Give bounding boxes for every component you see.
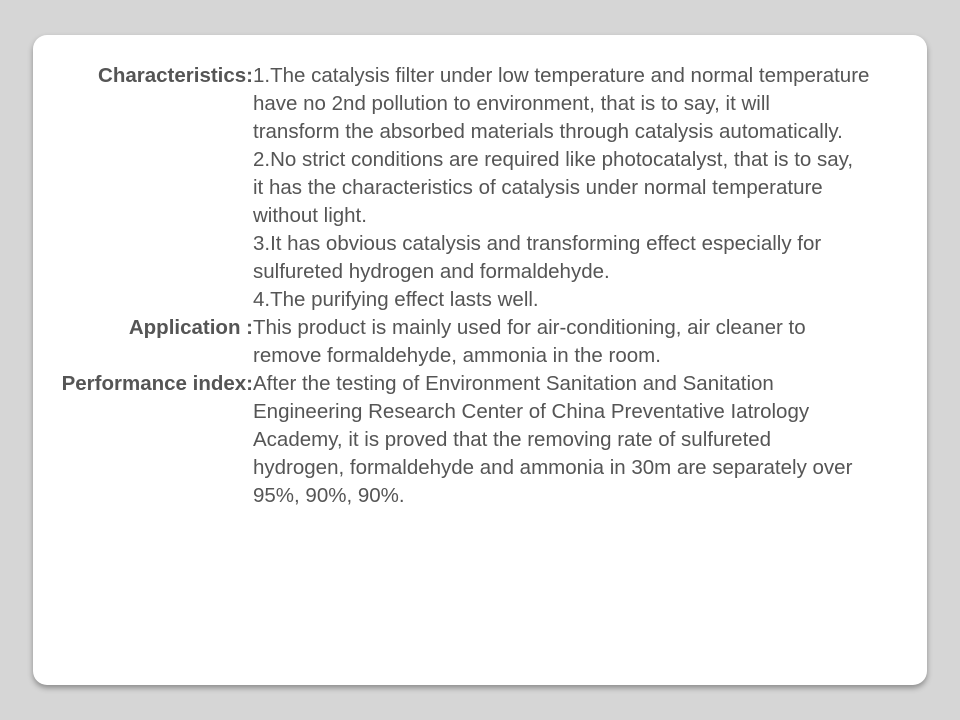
text-line: hydrogen, formaldehyde and ammonia in 30m are separately over bbox=[253, 456, 853, 479]
text-line: 3.It has obvious catalysis and transforming effect especially for bbox=[253, 232, 822, 255]
text-line: without light. bbox=[253, 204, 367, 227]
performance-index-label: Performance index: bbox=[61, 372, 253, 395]
characteristics-section bbox=[33, 62, 927, 314]
text-line: Engineering Research Center of China Preventative Iatrology bbox=[253, 400, 810, 423]
text-line: 2.No strict conditions are required like photocatalyst, that is to say, bbox=[253, 148, 854, 171]
text-line: Academy, it is proved that the removing rate of sulfureted bbox=[253, 428, 772, 451]
characteristics-label: Characteristics: bbox=[98, 64, 253, 87]
application-text bbox=[253, 314, 927, 370]
characteristics-text bbox=[253, 62, 927, 314]
text-line: 4.The purifying effect lasts well. bbox=[253, 288, 539, 311]
text-line: After the testing of Environment Sanitation and Sanitation bbox=[253, 372, 774, 395]
slide-content bbox=[33, 62, 927, 510]
text-line: transform the absorbed materials through catalysis automatically. bbox=[253, 120, 843, 143]
text-line: 1.The catalysis filter under low temperature and normal temperature bbox=[253, 64, 870, 87]
application-label: Application : bbox=[128, 316, 253, 339]
slide-panel bbox=[33, 35, 927, 685]
performance-index-text bbox=[253, 370, 927, 510]
text-line: it has the characteristics of catalysis under normal temperature bbox=[253, 176, 823, 199]
text-line: 95%, 90%, 90%. bbox=[253, 484, 405, 507]
text-line: This product is mainly used for air-conditioning, air cleaner to bbox=[253, 316, 806, 339]
text-line: remove formaldehyde, ammonia in the room. bbox=[253, 344, 661, 367]
application-section bbox=[33, 314, 927, 370]
text-line: have no 2nd pollution to environment, that is to say, it will bbox=[253, 92, 770, 115]
performance-index-section bbox=[33, 370, 927, 510]
text-line: sulfureted hydrogen and formaldehyde. bbox=[253, 260, 610, 283]
